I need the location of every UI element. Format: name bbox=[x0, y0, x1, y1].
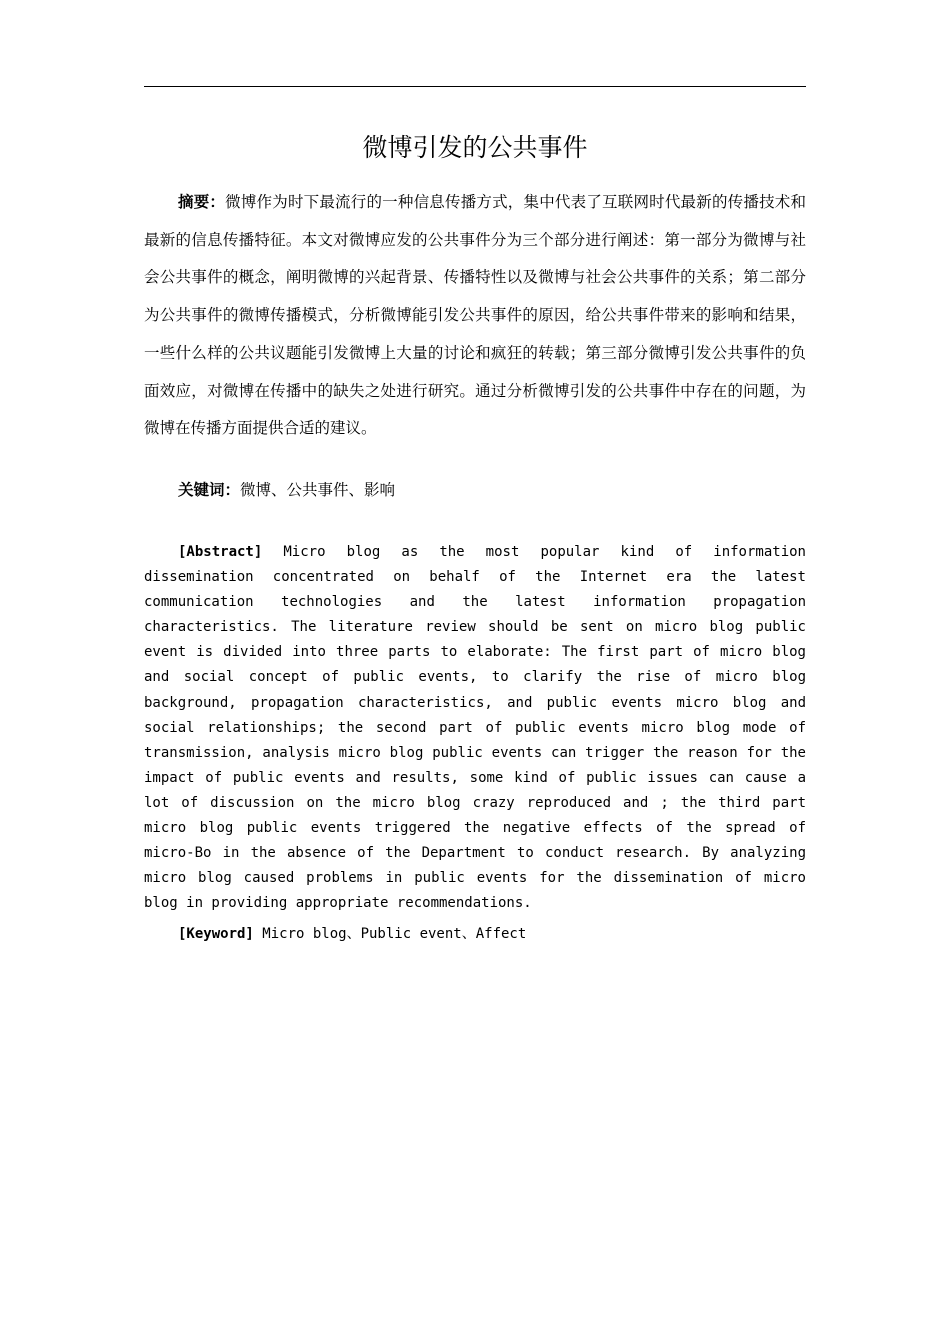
chinese-keywords-text: 微博、公共事件、影响 bbox=[240, 481, 396, 499]
page-title: 微博引发的公共事件 bbox=[362, 133, 588, 162]
chinese-keywords-label: 关键词： bbox=[178, 481, 241, 499]
english-abstract-label: [Abstract] bbox=[178, 544, 263, 560]
english-keywords bbox=[144, 920, 806, 948]
english-abstract bbox=[144, 540, 806, 916]
chinese-keywords bbox=[144, 474, 806, 506]
english-keywords-text: Micro blog、Public event、Affect bbox=[253, 926, 527, 942]
english-abstract-text: Micro blog as the most popular kind of information dissemination concentrated on behalf of the Internet era the latest communication technologies and the latest information propagation characteristics. The literature review should be sent on micro blog public event is divided into three parts to elaborate: The first part of micro blog and social concept of public events, to clarify the rise of micro blog background, propagation characteristics, and public events micro blog and social relationships; the second part of public events micro blog mode of transmission, analysis micro blog public events can trigger the reason for the impact of public events and results, some kind of public issues can cause a lot of discussion on the micro blog crazy reproduced and ; the third part micro blog public events triggered the negative effects of the spread of micro-Bo in the absence of the Department to conduct research. By analyzing micro blog caused problems in public events for the dissemination of micro blog in providing appropriate recommendations. bbox=[144, 544, 806, 912]
english-keywords-label: [Keyword] bbox=[178, 926, 254, 942]
chinese-abstract bbox=[144, 184, 806, 448]
chinese-abstract-label: 摘要： bbox=[178, 193, 226, 211]
chinese-abstract-text: 微博作为时下最流行的一种信息传播方式，集中代表了互联网时代最新的传播技术和最新的信息传播特征。本文对微博应发的公共事件分为三个部分进行阐述：第一部分为微博与社会公共事件的概念，阐明微博的兴起背景、传播特性以及微博与社会公共事件的关系；第二部分为公共事件的微博传播模式，分析微博能引发公共事件的原因，给公共事件带来的影响和结果，一些什么样的公共议题能引发微博上大量的讨论和疯狂的转载；第三部分微博引发公共事件的负面效应，对微博在传播中的缺失之处进行研究。通过分析微博引发的公共事件中存在的问题，为微博在传播方面提供合适的建议。 bbox=[144, 193, 806, 438]
header-rule bbox=[144, 86, 806, 87]
